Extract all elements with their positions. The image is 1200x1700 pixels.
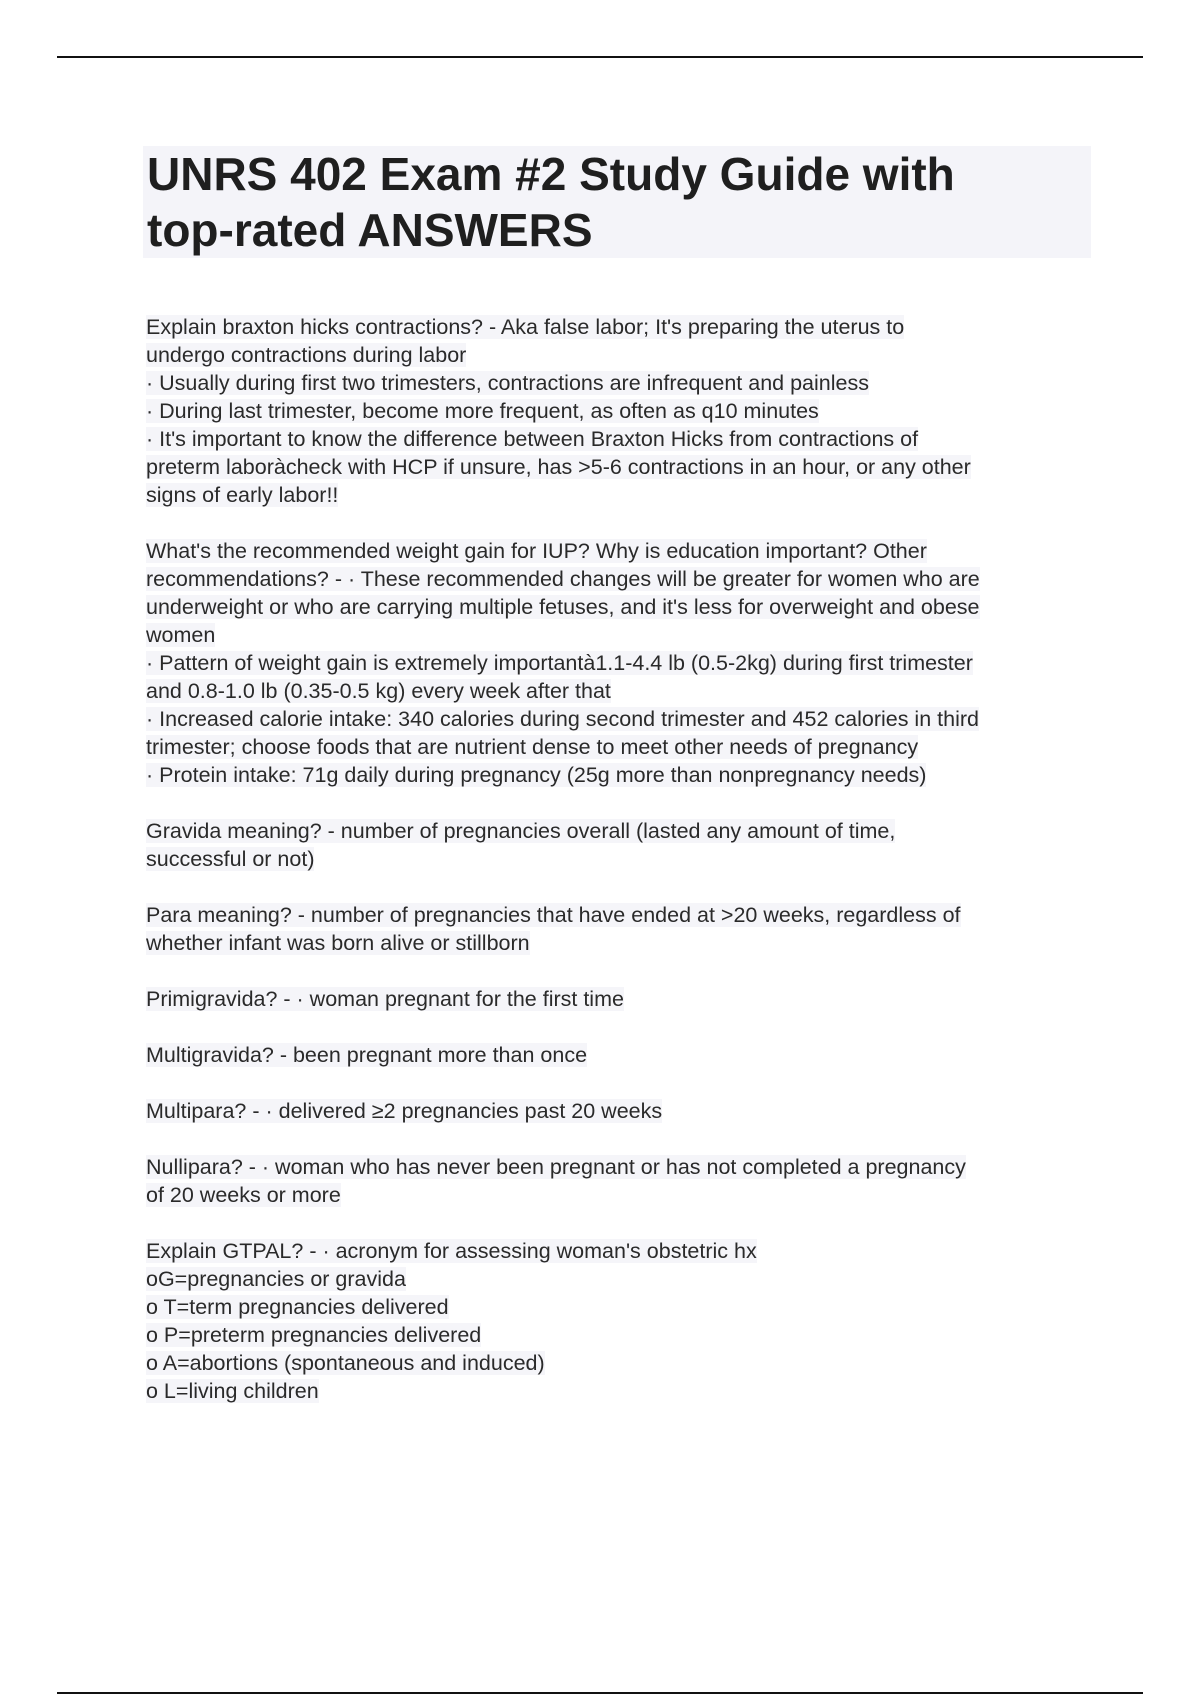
title-block bbox=[143, 146, 1091, 258]
text-line: successful or not) bbox=[146, 847, 315, 871]
text-line: trimester; choose foods that are nutrient dense to meet other needs of pregnancy bbox=[146, 735, 919, 759]
text-line: underweight or who are carrying multiple fetuses, and it's less for overweight and obese bbox=[146, 595, 980, 619]
text-line: · It's important to know the difference between Braxton Hicks from contractions of bbox=[146, 427, 919, 451]
qa-para bbox=[146, 901, 1086, 957]
text-line: Multipara? - · delivered ≥2 pregnancies past 20 weeks bbox=[146, 1099, 663, 1123]
qa-weight-gain bbox=[146, 537, 1086, 789]
text-line: women bbox=[146, 623, 216, 647]
text-line: undergo contractions during labor bbox=[146, 343, 467, 367]
title-line: top-rated ANSWERS bbox=[147, 204, 593, 256]
text-line: What's the recommended weight gain for IUP? Why is education important? Other bbox=[146, 539, 927, 563]
text-line: preterm laboràcheck with HCP if unsure, has >5-6 contractions in an hour, or any other bbox=[146, 455, 971, 479]
qa-multipara bbox=[146, 1097, 1086, 1125]
document-title bbox=[147, 146, 1087, 258]
text-line: Multigravida? - been pregnant more than once bbox=[146, 1043, 588, 1067]
qa-nullipara bbox=[146, 1153, 1086, 1209]
text-line: o L=living children bbox=[146, 1379, 319, 1403]
top-divider bbox=[57, 56, 1143, 58]
text-line: of 20 weeks or more bbox=[146, 1183, 341, 1207]
text-line: · Usually during first two trimesters, contractions are infrequent and painless bbox=[146, 371, 869, 395]
text-line: Explain braxton hicks contractions? - Aka false labor; It's preparing the uterus to bbox=[146, 315, 905, 339]
text-line: Nullipara? - · woman who has never been pregnant or has not completed a pregnancy bbox=[146, 1155, 966, 1179]
text-line: Primigravida? - · woman pregnant for the first time bbox=[146, 987, 624, 1011]
text-line: whether infant was born alive or stillborn bbox=[146, 931, 530, 955]
title-line: UNRS 402 Exam #2 Study Guide with bbox=[147, 148, 955, 200]
text-line: oG=pregnancies or gravida bbox=[146, 1267, 406, 1291]
bottom-divider bbox=[57, 1692, 1143, 1694]
text-line: · Increased calorie intake: 340 calories during second trimester and 452 calories in third bbox=[146, 707, 979, 731]
text-line: · During last trimester, become more frequent, as often as q10 minutes bbox=[146, 399, 819, 423]
qa-gtpal bbox=[146, 1237, 1086, 1405]
text-line: Explain GTPAL? - · acronym for assessing woman's obstetric hx bbox=[146, 1239, 757, 1263]
text-line: signs of early labor!! bbox=[146, 483, 339, 507]
study-guide-content bbox=[146, 313, 1086, 1433]
text-line: Para meaning? - number of pregnancies that have ended at >20 weeks, regardless of bbox=[146, 903, 961, 927]
qa-gravida bbox=[146, 817, 1086, 873]
text-line: o P=preterm pregnancies delivered bbox=[146, 1323, 482, 1347]
qa-primigravida bbox=[146, 985, 1086, 1013]
qa-multigravida bbox=[146, 1041, 1086, 1069]
text-line: · Pattern of weight gain is extremely importantà1.1-4.4 lb (0.5-2kg) during first trimester bbox=[146, 651, 973, 675]
text-line: and 0.8-1.0 lb (0.35-0.5 kg) every week after that bbox=[146, 679, 611, 703]
text-line: recommendations? - · These recommended changes will be greater for women who are bbox=[146, 567, 980, 591]
text-line: · Protein intake: 71g daily during pregnancy (25g more than nonpregnancy needs) bbox=[146, 763, 927, 787]
qa-braxton-hicks bbox=[146, 313, 1086, 509]
text-line: o A=abortions (spontaneous and induced) bbox=[146, 1351, 545, 1375]
text-line: o T=term pregnancies delivered bbox=[146, 1295, 449, 1319]
text-line: Gravida meaning? - number of pregnancies overall (lasted any amount of time, bbox=[146, 819, 896, 843]
